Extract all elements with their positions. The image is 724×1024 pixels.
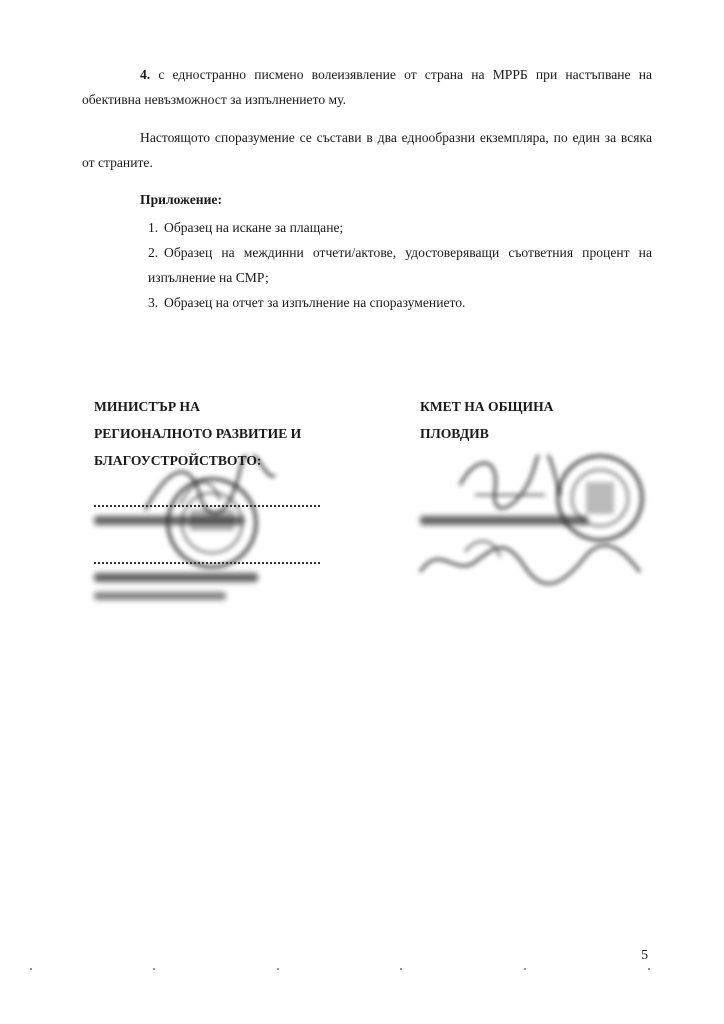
scan-artifact-dot: [400, 968, 402, 970]
annex-item-number: 2.: [148, 245, 159, 260]
right-heading-line-2: ПЛОВДИВ: [420, 426, 489, 441]
left-accountant-name-redacted: [94, 573, 258, 582]
annex-title: Приложение:: [140, 192, 222, 207]
annex-item-number: 3.: [148, 295, 159, 310]
right-handwritten-signature: [415, 532, 645, 588]
annex-list: [148, 215, 652, 315]
left-heading-line-3: БЛАГОУСТРОЙСТВОТО:: [94, 453, 262, 468]
left-heading-line-1: МИНИСТЪР НА: [94, 399, 200, 414]
scan-artifact-dot: [277, 968, 279, 970]
annex-item: [148, 240, 652, 290]
scan-artifact-dot: [153, 968, 155, 970]
right-heading-line-1: КМЕТ НА ОБЩИНА: [420, 399, 554, 414]
left-signature-line-1: [94, 505, 320, 507]
right-signatory-heading: [420, 393, 553, 447]
clause-item-4: [82, 62, 652, 112]
copies-paragraph: Настоящото споразумение се състави в два еднообразни екземпляра, по един за всяка от страните.: [82, 130, 652, 170]
left-signatory-name-redacted: [94, 516, 244, 525]
annex-item: [148, 290, 652, 315]
scan-artifact-dot: [30, 968, 32, 970]
left-signature-line-2: [94, 562, 320, 564]
page-number: 5: [641, 947, 648, 962]
clause-item-4-text: с едностранно писмено волеизявление от страна на МРРБ при настъпване на обективна невъзможност за изпълнението му.: [82, 67, 652, 107]
left-accountant-title-redacted: [94, 592, 226, 600]
scan-artifact-dot: [524, 968, 526, 970]
right-handwritten-initials: [455, 455, 565, 515]
scan-artifact-dot: [648, 968, 650, 970]
annex-item-text: Образец на искане за плащане;: [164, 220, 344, 235]
annex-item-text: Образец на отчет за изпълнение на споразумението.: [164, 295, 466, 310]
right-signatory-name-redacted: [420, 516, 588, 525]
left-heading-line-2: РЕГИОНАЛНОТО РАЗВИТИЕ И: [94, 426, 302, 441]
clause-item-4-number: 4.: [140, 67, 151, 82]
annex-item: [148, 215, 652, 240]
annex-item-number: 1.: [148, 220, 159, 235]
annex-item-text: Образец на междинни отчети/актове, удостоверяващи съответния процент на изпълнение на СМР;: [148, 245, 652, 285]
left-handwritten-signature: [140, 455, 280, 525]
